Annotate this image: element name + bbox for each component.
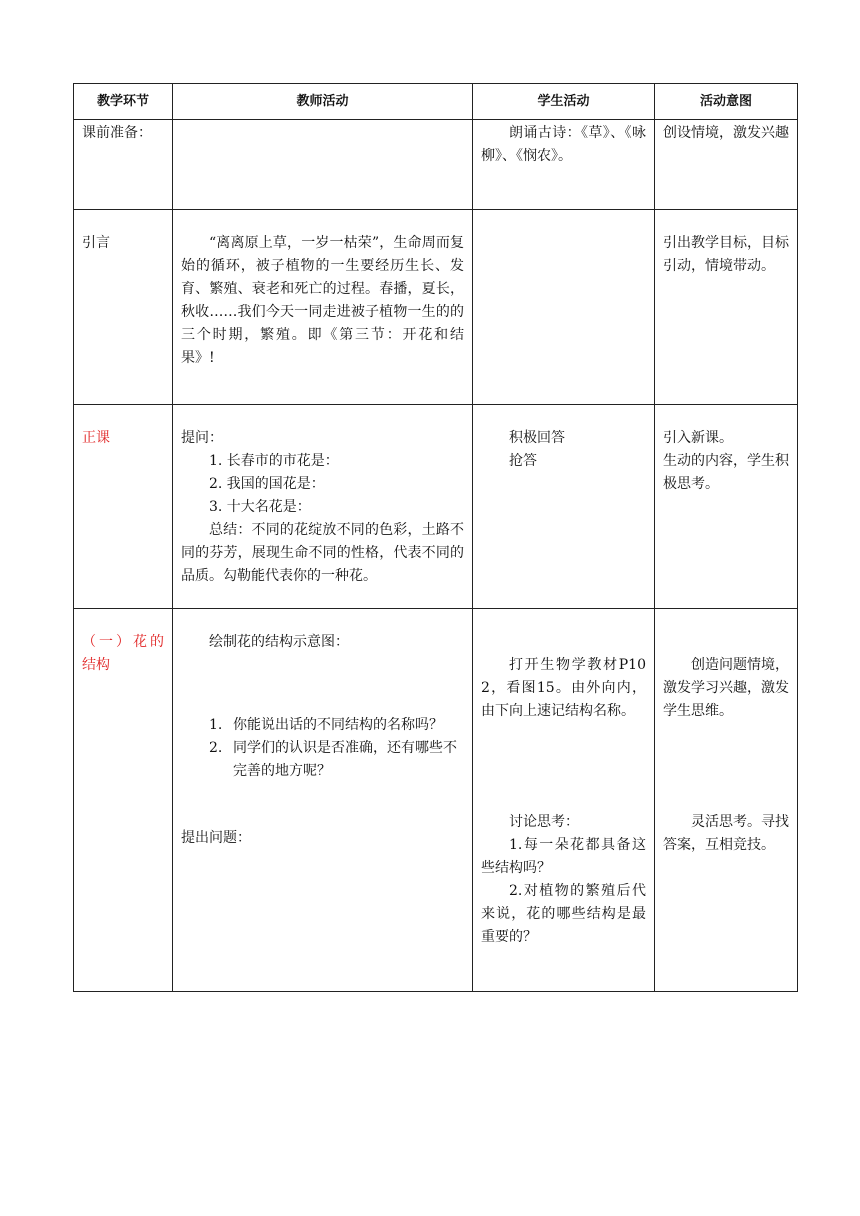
stage-cell: 课前准备： bbox=[74, 120, 173, 210]
student-text: 朗诵古诗：《草》、《咏柳》、《悯农》。 bbox=[481, 125, 646, 164]
header-student-activity: 学生活动 bbox=[473, 84, 655, 120]
intent-text: 创设情境，激发兴趣 bbox=[663, 125, 789, 141]
intent-line: 引入新课。 bbox=[663, 430, 733, 446]
stage-label: （一）花的结构 bbox=[82, 634, 164, 673]
question-text: 同学们的认识是否准确，还有哪些不完善的地方呢？ bbox=[233, 740, 457, 779]
teacher-item: 2. 我国的国花是： bbox=[209, 476, 325, 492]
intent-line: 生动的内容，学生积极思考。 bbox=[663, 453, 789, 492]
stage-cell bbox=[74, 405, 173, 609]
question-number: 2. bbox=[209, 740, 223, 756]
teacher-draw: 绘制花的结构示意图： bbox=[209, 634, 349, 650]
intent-text: 引出教学目标，目标引动，情境带动。 bbox=[663, 235, 789, 274]
list-item bbox=[181, 737, 464, 783]
student-cell bbox=[473, 210, 655, 405]
header-intent: 活动意图 bbox=[655, 84, 798, 120]
teacher-cell bbox=[173, 405, 473, 609]
table-row-introduction bbox=[74, 210, 798, 405]
header-row bbox=[74, 84, 798, 120]
table-row-main-lesson bbox=[74, 405, 798, 609]
teacher-summary: 总结：不同的花绽放不同的色彩，土路不同的芬芳，展现生命不同的性格，代表不同的品质。勾勒能代表你的一种花。 bbox=[181, 522, 464, 584]
teacher-raise: 提出问题： bbox=[181, 830, 251, 846]
teacher-question-list bbox=[181, 714, 464, 783]
teacher-intro: 提问： bbox=[181, 430, 223, 446]
stage-cell bbox=[74, 210, 173, 405]
intent-cell bbox=[655, 120, 798, 210]
teacher-item: 1. 长春市的市花是： bbox=[209, 453, 339, 469]
table-row-flower-structure bbox=[74, 609, 798, 992]
stage-label: 引言 bbox=[82, 235, 110, 251]
lesson-plan-table bbox=[73, 83, 798, 992]
student-discuss: 讨论思考： bbox=[509, 814, 579, 830]
student-task: 打开生物学教材P102，看图15。由外向内，由下向上速记结构名称。 bbox=[481, 657, 646, 719]
intent-text: 灵活思考。寻找答案，互相竞技。 bbox=[663, 814, 789, 853]
student-cell bbox=[473, 405, 655, 609]
question-number: 1. bbox=[209, 717, 223, 733]
student-line: 积极回答 bbox=[509, 430, 565, 446]
student-cell bbox=[473, 120, 655, 210]
student-question: 2.对植物的繁殖后代来说，花的哪些结构是最重要的？ bbox=[481, 883, 646, 945]
student-cell bbox=[473, 609, 655, 992]
student-question: 1.每一朵花都具备这些结构吗？ bbox=[481, 837, 646, 876]
intent-text: 创造问题情境，激发学习兴趣，激发学生思维。 bbox=[663, 657, 789, 719]
stage-label: 正课 bbox=[82, 430, 110, 446]
teacher-text: “离离原上草，一岁一枯荣”，生命周而复始的循环，被子植物的一生要经历生长、发育、繁殖、衰老和死亡的过程。春播，夏长，秋收……我们今天一同走进被子植物一生的的三个时期，繁殖。即《第三节：开花和结果》! bbox=[181, 235, 464, 366]
intent-cell bbox=[655, 609, 798, 992]
student-line: 抢答 bbox=[509, 453, 537, 469]
table-row-preparation bbox=[74, 120, 798, 210]
teacher-item: 3. 十大名花是： bbox=[209, 499, 311, 515]
teacher-cell bbox=[173, 210, 473, 405]
stage-cell bbox=[74, 609, 173, 992]
intent-cell bbox=[655, 405, 798, 609]
header-stage: 教学环节 bbox=[74, 84, 173, 120]
teacher-cell bbox=[173, 120, 473, 210]
question-text: 你能说出话的不同结构的名称吗？ bbox=[233, 717, 443, 733]
header-teacher-activity: 教师活动 bbox=[173, 84, 473, 120]
intent-cell bbox=[655, 210, 798, 405]
teacher-cell bbox=[173, 609, 473, 992]
list-item bbox=[181, 714, 464, 737]
